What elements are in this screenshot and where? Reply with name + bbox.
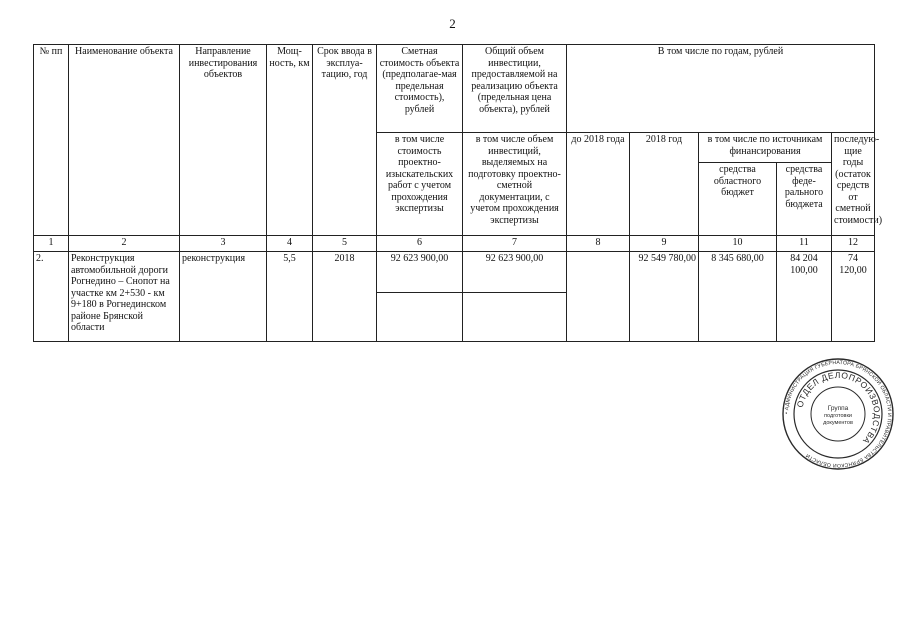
table-row [34,252,875,293]
row-federal: 84 204 100,00 [777,252,832,342]
row-following: 74 120,00 [832,252,875,342]
row-capacity: 5,5 [267,252,313,342]
page-number: 2 [449,16,456,31]
column-number: 8 [567,236,630,252]
header-num: № пп [34,45,69,236]
row-name: Реконструкция автомобильной дороги Рогнедино – Снопот на участке км 2+530 - км 9+180 в Рогнединском районе Брянской области [69,252,180,342]
investment-table [33,44,883,342]
header-estimate-sub: в том числе стоимость проектно-изыскательских работ с учетом прохождения экспертизы [377,133,463,236]
header-regional: средства областного бюджет [699,163,777,236]
row-estimate-sub [377,293,463,342]
header-name: Наименование объекта [69,45,180,236]
column-number: 3 [180,236,267,252]
header-invest-sub: в том числе объем инвестиций, выделяемых на подготовку проектно-сметной документации, с учетом прохождения экспертизы [463,133,567,236]
header-2018: 2018 год [630,133,699,236]
header-direction: Направление инвестирования объектов [180,45,267,236]
stamp-inner-text: ОТДЕЛ ДЕЛОПРОИЗВОДСТВА [794,369,883,447]
header-term: Срок ввода в эксплуа-тацию, год [313,45,377,236]
column-number: 2 [69,236,180,252]
column-number: 5 [313,236,377,252]
column-number: 9 [630,236,699,252]
row-regional: 8 345 680,00 [699,252,777,342]
office-stamp [781,357,895,471]
row-direction: реконструкция [180,252,267,342]
header-following: последую-щие годы (остаток средств от сметной стоимости) [832,133,875,236]
header-federal: средства феде-рального бюджета [777,163,832,236]
header-estimate: Сметная стоимость объекта (предполагае-мая предельная стоимость), рублей [377,45,463,133]
stamp-center-line2: подготовки [824,413,852,419]
column-number: 4 [267,236,313,252]
row-estimate: 92 623 900,00 [377,252,463,293]
stamp-center-line1: Группа [827,405,849,412]
header-total-invest: Общий объем инвестиции, предоставляемой на реализацию объекта (предельная цена объекта), рублей [463,45,567,133]
header-by-years: В том числе по годам, рублей [567,45,875,133]
column-number: 10 [699,236,777,252]
row-invest-sub [463,293,567,342]
header-sources: в том числе по источникам финансирования [699,133,832,163]
row-total-invest: 92 623 900,00 [463,252,567,293]
row-2018: 92 549 780,00 [630,252,699,342]
column-number: 6 [377,236,463,252]
column-number: 7 [463,236,567,252]
column-number: 1 [34,236,69,252]
row-term: 2018 [313,252,377,342]
stamp-outer-text: • АДМИНИСТРАЦИЯ ГУБЕРНАТОРА БРЯНСКОЙ ОБЛАСТИ И ПРАВИТЕЛЬСТВА БРЯНСКОЙ ОБЛАСТИ [783,359,893,469]
header-before-2018: до 2018 года [567,133,630,236]
row-before-2018 [567,252,630,342]
column-number: 12 [832,236,875,252]
stamp-center-line3: документов [823,420,853,426]
row-num: 2. [34,252,69,342]
column-number: 11 [777,236,832,252]
column-number-row [34,236,875,252]
header-capacity: Мощ-ность, км [267,45,313,236]
